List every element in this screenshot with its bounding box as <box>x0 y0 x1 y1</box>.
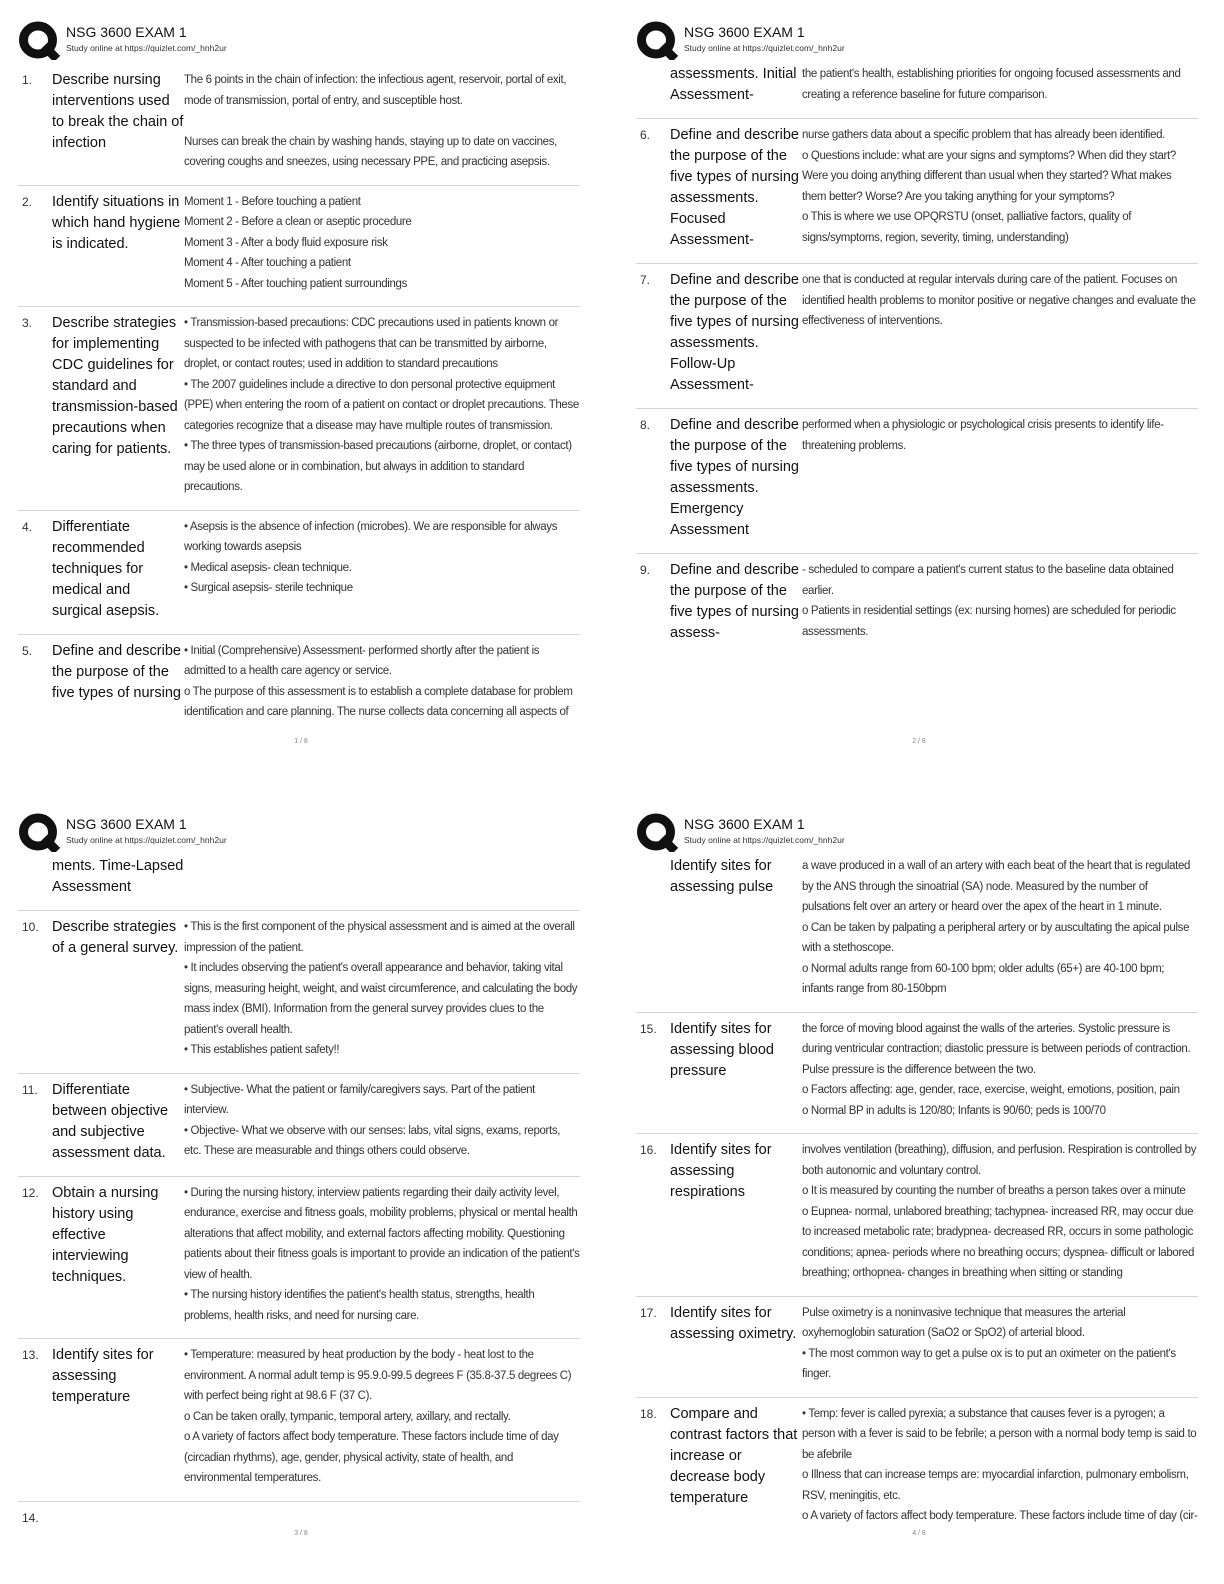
card-number: 4. <box>22 519 33 534</box>
card-term: Define and describe the purpose of the five types of nursing assessments. Focused Assessment- <box>670 127 799 248</box>
flashcard <box>18 1177 580 1340</box>
card-term: Identify sites for assessing respirations <box>670 1142 772 1200</box>
card-definition: nurse gathers data about a specific problem that has already been identified. o Questions include: what are your signs and symptoms? When did they start? Were you doing anything different than usual when they started? What makes them better? Worse? Are you taking anything for your symptoms? o This is where we use OPQRSTU (onset, palliative factors, quality of signs/symptoms, region, severity, timing, understanding) <box>802 129 1176 244</box>
card-term: Define and describe the purpose of the five types of nursing assess- <box>670 562 799 641</box>
card-definition: - scheduled to compare a patient's current status to the baseline data obtained earlier. o Patients in residential settings (ex: nursing homes) are scheduled for periodic assessments. <box>802 564 1176 638</box>
quizlet-logo-icon <box>18 812 62 852</box>
flashcard <box>18 635 580 735</box>
quizlet-logo-icon <box>18 20 62 60</box>
flashcard-list <box>636 856 1198 1539</box>
card-term: Obtain a nursing history using effective interviewing techniques. <box>52 1184 159 1285</box>
card-definition: • Asepsis is the absence of infection (microbes). We are responsible for always working towards asepsis • Medical asepsis- clean technique. • Surgical asepsis- sterile technique <box>184 520 558 594</box>
flashcard <box>636 1013 1198 1135</box>
flashcard <box>636 856 1198 1013</box>
card-definition: • Temp: fever is called pyrexia; a substance that causes fever is a pyrogen; a person with a fever is said to be febrile; a person with a normal body temp is said to be afebrile o Illness that can increase temps are: myocardial infarction, pulmonary embolism, RSV, meningitis, etc. o A variety of factors affect body temperature. These factors include time of day (cir- <box>802 1407 1198 1522</box>
card-number: 16. <box>640 1143 657 1157</box>
card-term: Compare and contrast factors that increase or decrease body temperature <box>670 1405 798 1506</box>
card-number <box>18 856 52 898</box>
flashcard <box>636 554 1198 656</box>
flashcard <box>18 911 580 1074</box>
set-title: NSG 3600 EXAM 1 <box>684 24 805 40</box>
card-term: Describe nursing interventions used to break the chain of infection <box>52 72 184 151</box>
card-definition <box>184 1508 580 1525</box>
card-definition: performed when a physiologic or psychological crisis presents to identify life-threatening problems. <box>802 419 1164 452</box>
card-number: 18. <box>640 1406 657 1421</box>
card-number <box>636 64 670 106</box>
quizlet-logo-icon <box>636 812 680 852</box>
card-definition <box>184 856 580 898</box>
card-term: Describe strategies for implementing CDC guidelines for standard and transmission-based precautions when caring for patients. <box>52 315 178 457</box>
card-definition: • This is the first component of the physical assessment and is aimed at the overall impression of the patient. • It includes observing the patient's overall appearance and behavior, taking vital signs, measuring height, weight, and waist circumference, and calculating the body mass index (BMI). Information from the general survey provides clues to the patient's overall health. • This establishes patient safety!! <box>184 921 578 1056</box>
card-term: Identify situations in which hand hygiene is indicated. <box>52 193 181 252</box>
page-number: 2 / 8 <box>912 738 926 745</box>
page-header <box>636 810 1202 856</box>
card-term: Identify sites for assessing blood pressure <box>670 1020 774 1079</box>
flashcard-list <box>18 856 580 1537</box>
card-term: Differentiate between objective and subjective assessment data. <box>52 1081 169 1161</box>
card-term: ments. Time-Lapsed Assessment <box>52 858 184 895</box>
flashcard <box>636 1398 1198 1539</box>
card-number: 8. <box>640 418 651 432</box>
card-definition: Moment 1 - Before touching a patient Moment 2 - Before a clean or aseptic procedure Moment 3 - After a body fluid exposure risk Moment 4 - After touching a patient Moment 5 - After touching patient surroundings <box>184 195 412 290</box>
card-number: 17. <box>640 1305 657 1320</box>
card-definition: a wave produced in a wall of an artery with each beat of the heart that is regulated by the ANS through the sinoatrial (SA) node. Measured by the number of pulsations felt over an artery or heard over the apex of the heart in 1 minute. o Can be taken by palpating a peripheral artery or by auscultating the apical pulse with a stethoscope. o Normal adults range from 60-100 bpm; older adults (65+) are 40-100 bpm; infants range from 80-150bpm <box>802 860 1191 995</box>
card-number: 12. <box>22 1185 39 1200</box>
card-definition: • Transmission-based precautions: CDC precautions used in patients known or suspected to be infected with pathogens that can be transmitted by airborne, droplet, or contact routes; used in addition to standard precautions • The 2007 guidelines include a directive to don personal protective equipment (PPE) when entering the room of a patient on contact or droplet precautions. These categories recognize that a disease may have multiple routes of transmission. • The three types of transmission-based precautions (airborne, droplet, or contact) may be used alone or in combination, but always in addition to standard precautions. <box>184 317 579 493</box>
page-number: 4 / 8 <box>912 1530 926 1537</box>
flashcard <box>636 409 1198 554</box>
page-4 <box>636 810 1202 1570</box>
card-definition: the force of moving blood against the walls of the arteries. Systolic pressure is during ventricular contraction; diastolic pressure is between periods of contraction. Pulse pressure is the difference between the two. o Factors affecting: age, gender, race, exercise, weight, emotions, position, pain o Normal BP in adults is 120/80; Infants is 90/60; peds is 100/70 <box>802 1022 1191 1117</box>
flashcard <box>18 856 580 911</box>
page-1 <box>18 18 584 778</box>
card-term: Define and describe the purpose of the five types of nursing <box>52 642 181 701</box>
flashcard <box>636 119 1198 264</box>
flashcard <box>18 511 580 635</box>
flashcard <box>636 1134 1198 1297</box>
card-number: 2. <box>22 194 33 209</box>
page-3 <box>18 810 584 1570</box>
card-definition: involves ventilation (breathing), diffusion, and perfusion. Respiration is controlled by both autonomic and voluntary control. o It is measured by counting the number of breaths a person takes over a minute o Eupnea- normal, unlabored breathing; tachypnea- increased RR, may occur due to increased metabolic rate; bradypnea- decreased RR, occurs in some pathologic conditions; apnea- periods where no breathing occurs; dyspnea- difficult or labored breathing; orthopnea- changes in breathing when sitting or standing <box>802 1144 1197 1279</box>
card-definition: • During the nursing history, interview patients regarding their daily activity level, endurance, exercise and fitness goals, mobility problems, physical or mental health alterations that affect mobility, and external factors affecting mobility. Questioning patients about their fitness goals is important to provide an indication of the patient's view of health. • The nursing history identifies the patient's health status, strengths, health problems, health risks, and need for nursing care. <box>184 1186 580 1322</box>
card-number <box>636 856 670 1000</box>
page-header <box>18 18 584 64</box>
card-term: Identify sites for assessing pulse <box>670 858 774 895</box>
flashcard <box>18 1339 580 1502</box>
page-2 <box>636 18 1202 778</box>
flashcard <box>18 307 580 511</box>
card-number: 6. <box>640 128 651 142</box>
card-term <box>52 1508 184 1525</box>
card-number: 10. <box>22 920 39 934</box>
card-number: 9. <box>640 563 651 577</box>
card-term: Identify sites for assessing temperature <box>52 1347 154 1405</box>
set-title: NSG 3600 EXAM 1 <box>66 816 187 832</box>
study-link[interactable]: Study online at https://quizlet.com/_hnh2ur <box>684 43 845 53</box>
card-term: Describe strategies of a general survey. <box>52 919 179 956</box>
card-term: Differentiate recommended techniques for medical and surgical asepsis. <box>52 518 160 619</box>
card-definition: • Initial (Comprehensive) Assessment- performed shortly after the patient is admitted to a health care agency or service. o The purpose of this assessment is to establish a complete database for problem identification and care planning. The nurse collects data concerning all aspects of <box>184 644 573 718</box>
card-term: Identify sites for assessing oximetry. <box>670 1304 797 1342</box>
page-number: 1 / 8 <box>294 738 308 745</box>
card-number: 7. <box>640 273 651 287</box>
flashcard <box>636 264 1198 409</box>
card-number: 11. <box>22 1082 38 1097</box>
page-header <box>636 18 1202 64</box>
card-number: 1. <box>22 73 33 87</box>
card-number: 13. <box>22 1348 39 1362</box>
flashcard-list <box>636 64 1198 656</box>
card-definition: • Subjective- What the patient or family/caregivers says. Part of the patient interview. • Objective- What we observe with our senses: labs, vital signs, exams, reports, etc. These are measurable and things others could observe. <box>184 1083 561 1157</box>
set-title: NSG 3600 EXAM 1 <box>684 816 805 832</box>
card-number: 5. <box>22 643 33 658</box>
set-title: NSG 3600 EXAM 1 <box>66 24 187 40</box>
card-number: 14. <box>22 1510 39 1525</box>
flashcard <box>18 186 580 308</box>
page-header <box>18 810 584 856</box>
page-number: 3 / 8 <box>294 1530 308 1537</box>
card-definition: The 6 points in the chain of infection: the infectious agent, reservoir, portal of exit, mode of transmission, portal of entry, and susceptible host. Nurses can break the chain by washing hands, staying up to date on vaccines, covering coughs and sneezes, using necessary PPE, and practicing asepsis. <box>184 74 567 168</box>
card-definition: • Temperature: measured by heat production by the body - heat lost to the environment. A normal adult temp is 95.9.0-99.5 degrees F (35.8-37.5 degrees C) with perfect being right at 98.6 F (37 C). o Can be taken orally, tympanic, temporal artery, axillary, and rectally. o A variety of factors affect body temperature. These factors include time of day (circadian rhythms), age, gender, physical activity, state of health, and environmental temperatures. <box>184 1349 572 1484</box>
card-number: 3. <box>22 316 33 330</box>
quizlet-logo-icon <box>636 20 680 60</box>
flashcard-list <box>18 64 580 735</box>
card-term: Define and describe the purpose of the five types of nursing assessments. Follow-Up Assessment- <box>670 272 799 393</box>
card-definition: the patient's health, establishing priorities for ongoing focused assessments and creating a reference baseline for future comparison. <box>802 68 1184 101</box>
card-term: Define and describe the purpose of the five types of nursing assessments. Emergency Assessment <box>670 417 799 538</box>
card-definition: Pulse oximetry is a noninvasive technique that measures the arterial oxyhemoglobin saturation (SaO2 or SpO2) of arterial blood. • The most common way to get a pulse ox is to put an oximeter on the patient's finger. <box>802 1306 1176 1380</box>
study-link[interactable]: Study online at https://quizlet.com/_hnh2ur <box>66 835 227 845</box>
flashcard <box>636 1297 1198 1398</box>
study-link[interactable]: Study online at https://quizlet.com/_hnh2ur <box>66 43 227 53</box>
flashcard <box>18 1074 580 1177</box>
flashcard <box>18 64 580 186</box>
card-definition: one that is conducted at regular intervals during care of the patient. Focuses on identified health problems to monitor positive or negative changes and evaluate the effectiveness of interventions. <box>802 274 1199 327</box>
card-number: 15. <box>640 1021 657 1036</box>
flashcard <box>636 64 1198 119</box>
study-link[interactable]: Study online at https://quizlet.com/_hnh2ur <box>684 835 845 845</box>
card-term: assessments. Initial Assessment- <box>670 66 797 103</box>
